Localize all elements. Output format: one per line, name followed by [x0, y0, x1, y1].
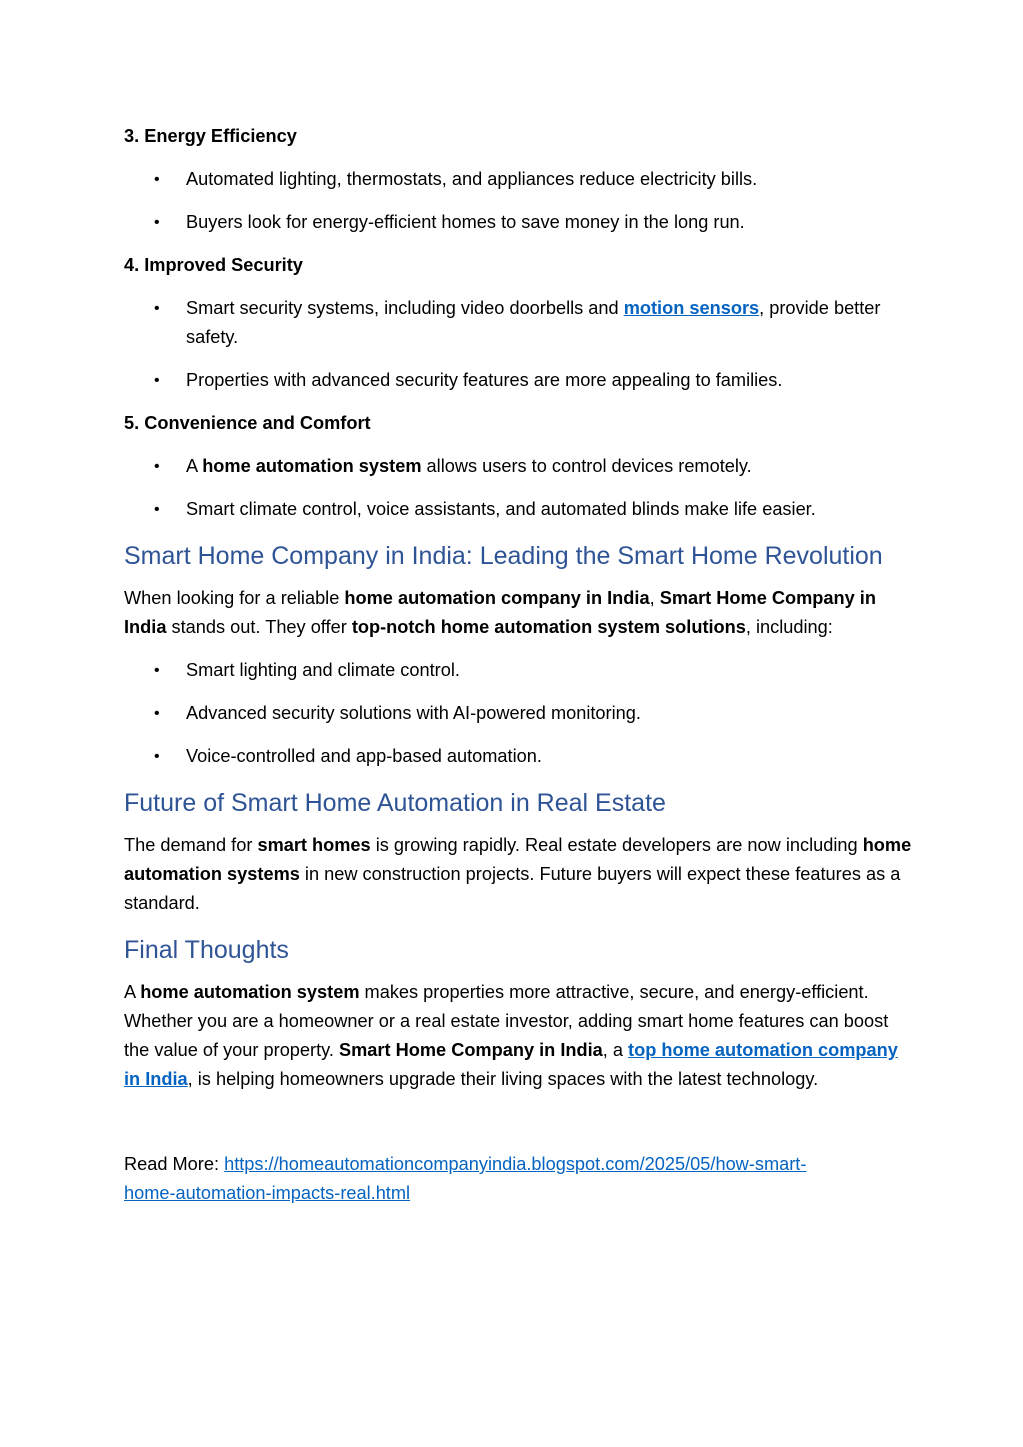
- bullet-icon: •: [154, 214, 160, 231]
- final-thoughts-paragraph: A home automation system makes properties more attractive, secure, and energy-efficient. Whether you are a homeowner or a real estate investor, adding smart home features can boost the value of your property. Smart Home Company in India, a top home automation company in India, is helping homeowners upgrade their living spaces with the latest technology.: [124, 982, 898, 1089]
- convenience-list: [124, 452, 914, 524]
- list-item: • Smart climate control, voice assistants, and automated blinds make life easier.: [124, 495, 914, 524]
- bullet-icon: •: [154, 748, 160, 765]
- future-heading: Future of Smart Home Automation in Real Estate: [124, 789, 666, 817]
- list-item: • Properties with advanced security features are more appealing to families.: [124, 366, 914, 395]
- list-item: • Smart lighting and climate control.: [124, 656, 914, 685]
- bullet-icon: •: [154, 662, 160, 679]
- bullet-icon: •: [154, 458, 160, 475]
- motion-sensors-link[interactable]: motion sensors: [623, 298, 760, 318]
- list-item: • Smart security systems, including video doorbells and motion sensors, provide better safety.: [124, 294, 914, 352]
- list-item: • Automated lighting, thermostats, and appliances reduce electricity bills.: [124, 165, 914, 194]
- bullet-icon: •: [154, 171, 160, 188]
- future-paragraph: The demand for smart homes is growing rapidly. Real estate developers are now including home automation systems in new construction projects. Future buyers will expect these features as a standard.: [124, 835, 912, 913]
- bullet-icon: •: [154, 501, 160, 518]
- energy-efficiency-heading: 3. Energy Efficiency: [124, 126, 297, 146]
- company-paragraph: When looking for a reliable home automation company in India, Smart Home Company in India stands out. They offer top-notch home automation system solutions, including:: [124, 588, 876, 637]
- convenience-heading: 5. Convenience and Comfort: [124, 413, 371, 433]
- improved-security-list: [124, 294, 914, 395]
- list-item: • A home automation system allows users to control devices remotely.: [124, 452, 914, 481]
- list-item: • Advanced security solutions with AI-powered monitoring.: [124, 699, 914, 728]
- top-home-automation-link[interactable]: top home automation company in India: [124, 1040, 898, 1089]
- improved-security-heading: 4. Improved Security: [124, 255, 303, 275]
- bullet-icon: •: [154, 372, 160, 389]
- energy-efficiency-list: [124, 165, 914, 237]
- company-heading: Smart Home Company in India: Leading the Smart Home Revolution: [124, 542, 883, 570]
- read-more-label: Read More:: [124, 1154, 225, 1174]
- bullet-icon: •: [154, 705, 160, 722]
- list-item: • Buyers look for energy-efficient homes to save money in the long run.: [124, 208, 914, 237]
- read-more-link[interactable]: https://homeautomationcompanyindia.blogspot.com/2025/05/how-smart- home-automation-impacts-real.html: [124, 1154, 807, 1203]
- company-list: [124, 656, 914, 771]
- document-page: [124, 122, 914, 1208]
- list-item: • Voice-controlled and app-based automation.: [124, 742, 914, 771]
- read-more: [124, 1150, 914, 1208]
- final-thoughts-heading: Final Thoughts: [124, 936, 289, 964]
- bullet-icon: •: [154, 300, 160, 317]
